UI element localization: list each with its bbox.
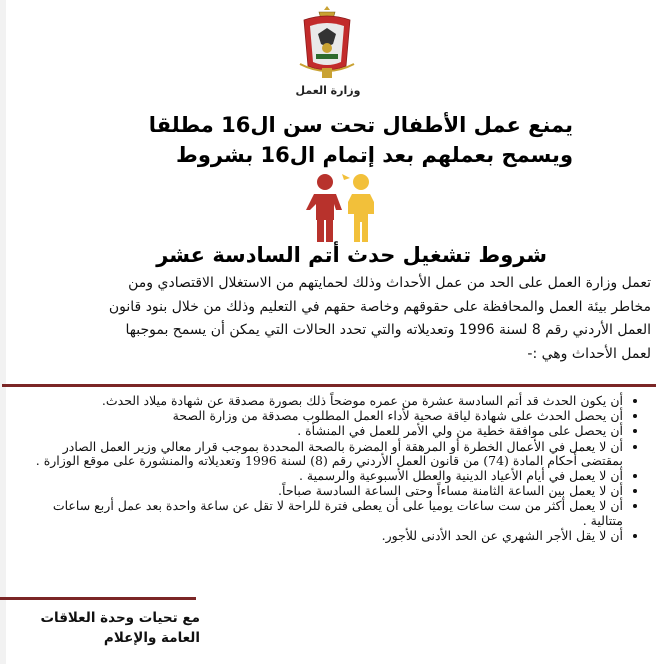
list-item: أن لا يعمل في الأعمال الخطرة أو المرهقة أو المضرة بالصحة المحددة بموجب قرار معالي وزير العمل الصادر بمقتضى أحكام المادة (74) من قانون العمل الأردني رقم (8) لسنة 1996 وتعديلاته والمنشورة على موقع الوزارة . bbox=[23, 440, 639, 468]
signoff bbox=[14, 608, 200, 648]
intro-paragraph bbox=[11, 272, 651, 366]
left-edge bbox=[0, 0, 6, 664]
list-item: أن لا يقل الأجر الشهري عن الحد الأدنى للأجور. bbox=[23, 529, 639, 543]
list-item: أن يحصل على موافقة خطية من ولي الأمر للعمل في المنشأة . bbox=[23, 424, 639, 438]
divider-top bbox=[2, 384, 656, 387]
list-item: أن لا يعمل في أيام الأعياد الدينية والعطل الأسبوعية والرسمية . bbox=[23, 469, 639, 483]
signoff-line-1: مع تحيات وحدة العلاقات bbox=[40, 610, 200, 626]
list-item: أن يحصل الحدث على شهادة لياقة صحية لأداء العمل المطلوب مصدقة من وزارة الصحة bbox=[23, 409, 639, 423]
intro-line: تعمل وزارة العمل على الحد من عمل الأحداث وذلك لحمايتهم من الاستغلال الاقتصادي ومن bbox=[128, 275, 651, 291]
list-item: أن يكون الحدث قد أتم السادسة عشرة من عمره موضحاً ذلك بصورة مصدقة عن شهادة ميلاد الحدث. bbox=[23, 394, 639, 408]
section-title: شروط تشغيل حدث أتم السادسة عشر bbox=[156, 243, 547, 267]
jordan-coat-of-arms-logo bbox=[296, 4, 358, 82]
list-item: أن لا يعمل أكثر من ست ساعات يوميا على أن يعطى فترة للراحة لا تقل عن ساعة واحدة بعد عمل أربع ساعات متتالية . bbox=[23, 499, 639, 527]
intro-line: لعمل الأحداث وهي :- bbox=[527, 345, 651, 362]
list-item: أن لا يعمل بين الساعة الثامنة مساءاً وحتى الساعة السادسة صباحاً. bbox=[23, 484, 639, 498]
signoff-line-2: العامة والإعلام bbox=[103, 630, 200, 646]
headline-line-1: يمنع عمل الأطفال تحت سن ال16 مطلقا bbox=[148, 113, 573, 137]
conditions-list bbox=[23, 394, 639, 544]
intro-line: مخاطر بيئة العمل والمحافظة على حقوقهم وخاصة حقهم في التعليم وذلك من خلال بنود قانون bbox=[108, 298, 651, 315]
intro-line: العمل الأردني رقم 8 لسنة 1996 وتعديلاته والتي تحدد الحالات التي يمكن أن يسمح بموجبها bbox=[125, 322, 651, 338]
ministry-name: وزارة العمل bbox=[295, 84, 361, 97]
child-yellow-figure bbox=[342, 174, 374, 242]
child-red-figure bbox=[306, 174, 342, 242]
headline-line-2: ويسمح بعملهم بعد إتمام ال16 بشروط bbox=[176, 143, 573, 167]
children-illustration bbox=[298, 172, 390, 244]
divider-bottom bbox=[0, 597, 196, 600]
